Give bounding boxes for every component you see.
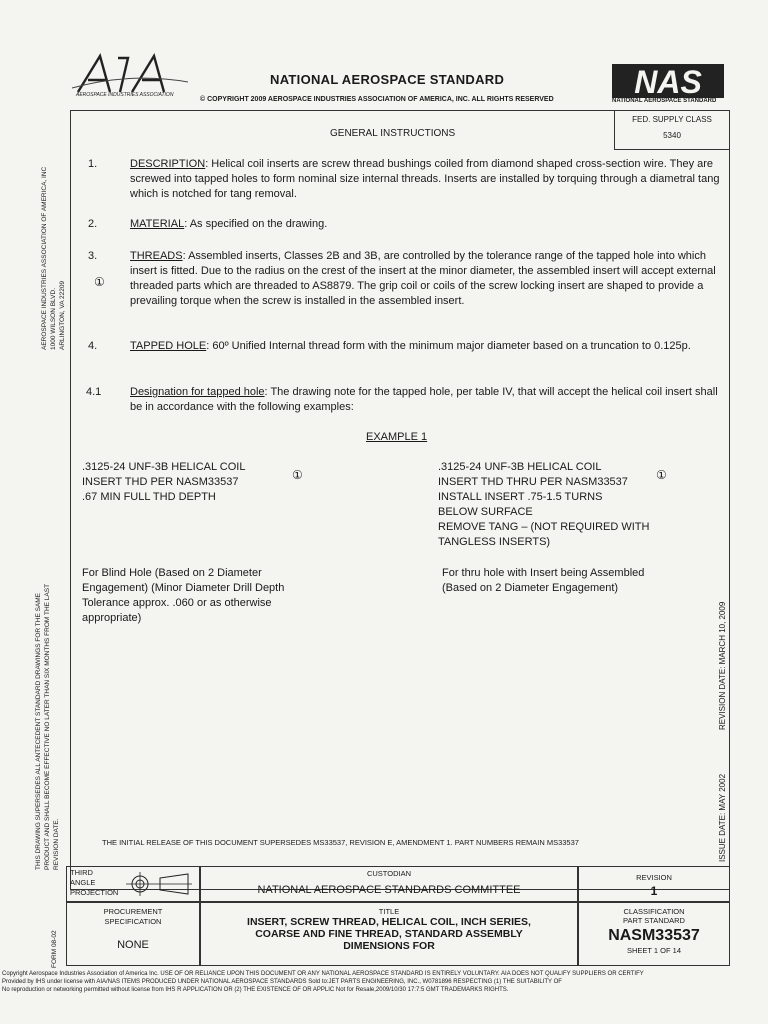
procurement-label: PROCUREMENT SPECIFICATION (103, 907, 163, 926)
example-title: EXAMPLE 1 (366, 431, 428, 443)
copyright-line: © COPYRIGHT 2009 AEROSPACE INDUSTRIES ASSOCIATION OF AMERICA, INC. ALL RIGHTS RESERVED (200, 96, 554, 103)
section-title: GENERAL INSTRUCTIONS (330, 128, 456, 139)
aia-logo-text (96, 76, 98, 77)
footer-line: Copyright Aerospace Industries Association of America Inc. USE OF OR RELIANCE UPON THIS DOCUMENT OR ANY NATIONAL AEROSPACE STANDARD IS ENTIRELY VOLUNTARY. AIA DOES NOT QUALIFY SUPPLIERS OR CERTIFY (2, 971, 644, 977)
item-1-text: : Helical coil inserts are screw thread bushings coiled from diamond shaped cross-section wire. They are screwed into tapped holes to form nominal size internal threads. Inserts are installed by torquing through a diametral tang which is notched for tang removal. (130, 158, 720, 200)
address-line: AEROSPACE INDUSTRIES ASSOCIATION OF AMERICA, INC (41, 166, 48, 350)
item-4-heading: TAPPED HOLE (130, 340, 207, 352)
title-line: COARSE AND FINE THREAD, STANDARD ASSEMBLY (255, 928, 523, 940)
item-4-number: 4. (88, 340, 98, 352)
note-line: (Based on 2 Diameter Engagement) (442, 582, 619, 594)
thru-hole-note (442, 566, 712, 596)
example-right-line: INSTALL INSERT .75-1.5 TURNS (438, 491, 603, 503)
title-line: DIMENSIONS FOR (343, 940, 435, 952)
item-41-heading: Designation for tapped hole (130, 386, 265, 398)
example-left-line: .3125-24 UNF-3B HELICAL COIL (82, 461, 246, 473)
item-41-text: : The drawing note for the tapped hole, per table IV, that will accept the helical coil insert shall be in accordance with the following examples: (130, 386, 718, 413)
aia-logo-sub: AEROSPACE INDUSTRIES ASSOCIATION (76, 92, 174, 98)
item-1-number: 1. (88, 158, 98, 170)
item-3-heading: THREADS (130, 250, 183, 262)
item-3-number: 3. (88, 250, 98, 262)
example-right-line: TANGLESS INSERTS) (438, 536, 551, 548)
note-line: appropriate) (82, 612, 142, 624)
third-angle-projection-icon (126, 872, 194, 896)
supersede-line: PRODUCT AND SHALL BECOME EFFECTIVE NO LATER THAN SIX MONTHS FROM THE LAST (44, 583, 51, 870)
item-2-number: 2. (88, 218, 98, 230)
revision-mark-icon: ① (656, 468, 667, 482)
item-4-text: : 60º Unified Internal thread form with the minimum major diameter based on a truncation to 0.125p. (206, 340, 691, 352)
classification-value: PART STANDARD (623, 916, 685, 925)
fed-supply-class-box (614, 110, 730, 150)
item-2-material (130, 217, 720, 232)
example-left-line: .67 MIN FULL THD DEPTH (82, 491, 216, 503)
item-41-designation (130, 385, 720, 415)
release-note: THE INITIAL RELEASE OF THIS DOCUMENT SUPERSEDES MS33537, REVISION E, AMENDMENT 1. PART NUMBERS REMAIN MS33537 (102, 838, 579, 847)
blind-hole-note (82, 566, 342, 626)
example-right-line: INSERT THD THRU PER NASM33537 (438, 476, 628, 488)
note-line: Tolerance approx. .060 or as otherwise (82, 597, 272, 609)
item-1-description (130, 157, 720, 202)
example-left-line: INSERT THD PER NASM33537 (82, 476, 239, 488)
item-2-text: : As specified on the drawing. (184, 218, 328, 230)
custodian-name: NATIONAL AEROSPACE STANDARDS COMMITTEE (257, 884, 521, 896)
association-address (40, 167, 67, 350)
item-2-heading: MATERIAL (130, 218, 185, 230)
procurement-value: NONE (117, 939, 149, 951)
classification-cell (578, 902, 730, 966)
revision-mark-icon: ① (94, 275, 105, 289)
note-line: For Blind Hole (Based on 2 Diameter (82, 567, 262, 579)
example-right-callout (438, 460, 678, 550)
item-3-text: : Assembled inserts, Classes 2B and 3B, are controlled by the tolerance range of the tapped hole into which insert is fitted. Due to the radius on the crest of the insert at the minor diameter, the assembled insert will accept external threaded parts which are threaded to AS8879. The grip coil or coils of the screw locking insert are shaped to provide a prevailing torque when the screw is installed in the assembled insert. (130, 250, 716, 307)
example-right-line: BELOW SURFACE (438, 506, 533, 518)
projection-line: THIRD (70, 868, 93, 877)
supersede-line: THIS DRAWING SUPERSEDES ALL ANTECEDENT STANDARD DRAWINGS FOR THE SAME (35, 592, 42, 870)
nas-logo-sub: NATIONAL AEROSPACE STANDARD (612, 98, 717, 104)
address-line: ARLINGTON, VA 22209 (59, 280, 66, 350)
item-3-threads (130, 249, 720, 309)
title-label: TITLE (378, 907, 400, 916)
issue-date: ISSUE DATE: MAY 2002 (718, 773, 727, 862)
supersede-line: REVISION DATE. (53, 818, 60, 870)
footer-line: Provided by IHS under license with AIA/NAS ITEMS PRODUCED UNDER NATIONAL AEROSPACE STANDARDS Sold to:JET PARTS ENGINEERING, INC., W0781896 RESPECTING (1) THE SUITABILITY OF (2, 979, 562, 985)
example-left-callout (82, 460, 302, 505)
revision-date: REVISION DATE: MARCH 10, 2009 (718, 601, 727, 730)
projection-line: PROJECTION (70, 888, 119, 897)
example-right-line: REMOVE TANG – (NOT REQUIRED WITH (438, 521, 650, 533)
projection-label (70, 868, 118, 898)
part-number: NASM33537 (608, 927, 700, 944)
revision-cell (578, 866, 730, 902)
revision-mark-icon: ① (292, 468, 303, 482)
footer-line: No reproduction or networking permitted without license from IHS R APPLICATION OR (2) THE EXISTENCE OF OR APPLIC Not for Resale,2009/10/30 17:7:5 GMT TRADEMARKS RIGHTS. (2, 987, 509, 993)
footer-notice (2, 970, 762, 994)
custodian-label: CUSTODIAN (366, 869, 412, 878)
procurement-cell (66, 902, 200, 966)
form-number: FORM 08-02 (51, 930, 58, 968)
document-title: NATIONAL AEROSPACE STANDARD (270, 72, 505, 87)
fsc-value: 5340 (663, 131, 681, 140)
projection-line: ANGLE (70, 878, 96, 887)
item-1-heading: DESCRIPTION (130, 158, 206, 170)
note-line: Engagement) (Minor Diameter Drill Depth (82, 582, 285, 594)
classification-label: CLASSIFICATION (623, 907, 685, 916)
revision-value: 1 (650, 884, 658, 898)
note-line: For thru hole with Insert being Assembled (442, 567, 645, 579)
item-4-tapped-hole (130, 339, 720, 354)
item-41-number: 4.1 (86, 386, 102, 398)
example-right-line: .3125-24 UNF-3B HELICAL COIL (438, 461, 602, 473)
sheet-number: SHEET 1 OF 14 (626, 946, 682, 955)
fsc-label: FED. SUPPLY CLASS (632, 115, 712, 124)
address-line: 1000 WILSON BLVD. (50, 287, 57, 350)
nas-logo-text: NAS (634, 64, 702, 100)
title-line: INSERT, SCREW THREAD, HELICAL COIL, INCH SERIES, (247, 916, 531, 928)
custodian-cell (200, 866, 578, 902)
supersede-notice (34, 584, 61, 870)
document-subject (201, 916, 577, 952)
revision-label: REVISION (636, 873, 672, 882)
title-cell (200, 902, 578, 966)
